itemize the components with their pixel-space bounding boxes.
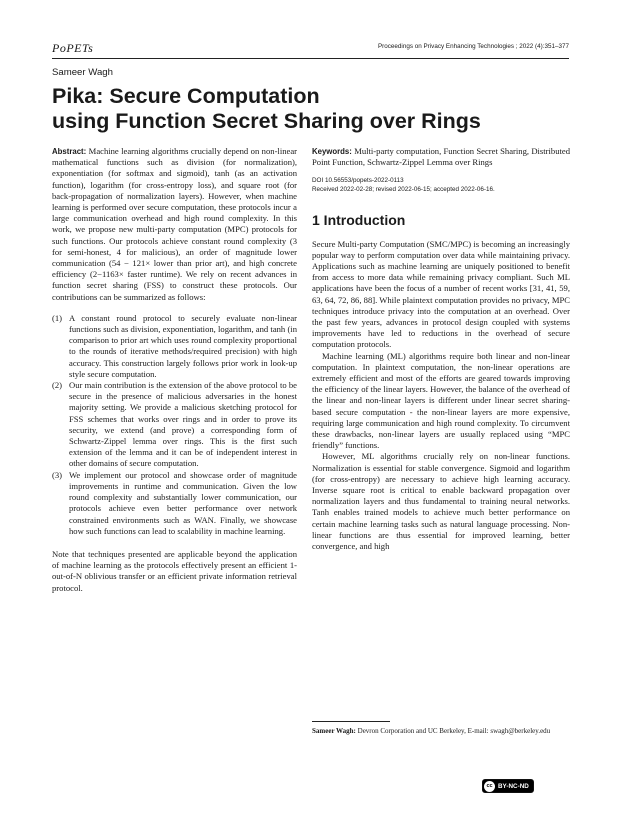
contribution-item: [52, 470, 297, 537]
contribution-number: (3): [52, 469, 63, 480]
title-line-1: Pika: Secure Computation: [52, 84, 320, 108]
keywords-label: Keywords:: [312, 147, 352, 156]
author-footnote: [312, 726, 570, 736]
header-rule: [52, 58, 569, 59]
contribution-text: Our main contribution is the extension of the above protocol to be secure in the presence of malicious adversaries in the honest majority setting. We provide a malicious sketching protocol for FSS schemes that works over rings and in order to prove its security, we extend (and prove) a corresponding form of Schwartz-Zippel lemma over rings. This is the first such extension of the lemma and it can be of independent interest in other domains of secure computation.: [69, 380, 297, 469]
applicability-note: Note that techniques presented are applicable beyond the application of machine learning as the protocols effectively present an efficient 1-out-of-N oblivious transfer or an efficient private information retrieval protocol.: [52, 548, 297, 593]
contribution-item: [52, 380, 297, 470]
doi: DOI 10.56553/popets-2022-0113: [312, 177, 404, 185]
journal-name: PoPETs: [52, 41, 94, 55]
abstract-text: Machine learning algorithms crucially depend on non-linear mathematical functions such as division (for normalization), exponentiation (for softmax and sigmoid), tanh (as an activation function), logarithm (for cross-entropy loss), and square root (for back-propagation of normalization layers). However, when machine learning is performed over secure computation, these protocols incur a large communication overhead and high round complexity. In this work, we propose new multi-party computation (MPC) protocols for such functions. Our protocols achieve constant round complexity (3 for semi-honest, 4 for malicious), an order of magnitude lower communication (54 − 121× lower than prior art), and high concrete efficiency (2−1163× faster runtime). We rely on recent advances in function secret sharing (FSS) to construct these protocols. Our contributions can be summarized as follows:: [52, 146, 297, 302]
intro-paragraph-3: However, ML algorithms crucially rely on non-linear functions. Normalization is essential for stable convergence. Sigmoid and logarithm (for cross-entropy) are necessary to achieve high learning accuracy. Inverse square root is critical to enable backward propagation over normalization layers and thus fundamental to training neural networks. Tanh enables trained models to achieve much better performance on certain machine learning tasks such as natural language processing. Non-linear functions are thus essential for improved learning, better convergence, and high: [312, 451, 570, 552]
contribution-item: [52, 313, 297, 380]
contribution-number: (2): [52, 380, 63, 391]
left-column: [52, 146, 297, 594]
license-label: BY-NC-ND: [498, 782, 529, 790]
contribution-text: We implement our protocol and showcase order of magnitude improvements in runtime and communication. Given the low round complexity and substantially lower communication, our protocols achieve even better performance over network constrained environments such as WAN. Finally, we showcase how such functions can lead to scalability in machine learning.: [69, 469, 297, 536]
intro-paragraph-2: Machine learning (ML) algorithms require both linear and non-linear computation. In plaintext computation, the non-linear operations are extremely efficient and most of the efforts are geared towards improving the efficiency of the linear layers. However, the balance of the overhead of the linear and non-linear layers is different under linear secret sharing-based secure computation - the non-linear layers are more expensive, requiring large communication and high round complexity. To circumvent these drawbacks, non-linear layers are usually replaced using “MPC friendly” functions.: [312, 350, 570, 451]
publication-meta: [312, 176, 570, 194]
intro-paragraph-1: Secure Multi-party Computation (SMC/MPC) is becoming an increasingly popular way to perform computation over data while maintaining privacy. Applications such as machine learning are uniquely positioned to benefit from access to more data while remaining privacy compliant. Such ML applications have been the focus of a number of recent works [31, 41, 59, 63, 64, 72, 86, 88]. While plaintext computation provides no privacy, MPC techniques introduce privacy into the computation at an overhead. Over the past few years, advances in protocol design coupled with systems improvements have led to reductions in the overhead of secure computation protocols.: [312, 238, 570, 350]
creative-commons-icon: cc: [484, 781, 495, 792]
contribution-list: [52, 313, 297, 537]
cc-license-badge[interactable]: [482, 779, 534, 793]
keywords: [312, 146, 570, 168]
section-heading-introduction: 1 Introduction: [312, 212, 406, 229]
received-dates: Received 2022-02-28; revised 2022-06-15; accepted 2022-06-16.: [312, 186, 495, 194]
contribution-number: (1): [52, 312, 63, 323]
paper-title: [52, 84, 572, 134]
proceedings-citation: Proceedings on Privacy Enhancing Technologies ; 2022 (4):351–377: [377, 43, 569, 50]
abstract-label: Abstract:: [52, 147, 87, 156]
keywords-text: Multi-party computation, Function Secret Sharing, Distributed Point Function, Schwartz-Zippel Lemma over Rings: [312, 146, 570, 168]
title-line-2: using Function Secret Sharing over Rings: [52, 109, 481, 133]
right-column: [312, 146, 570, 552]
footnote-rule: [312, 721, 390, 722]
abstract: [52, 146, 297, 303]
footnote-affiliation: Devron Corporation and UC Berkeley, E-mail: swagh@berkeley.edu: [357, 727, 551, 735]
footnote-author: Sameer Wagh:: [312, 727, 356, 735]
author-name: Sameer Wagh: [52, 67, 113, 78]
contribution-text: A constant round protocol to securely evaluate non-linear functions such as division, exponentiation, logarithm, and tanh (in comparison to prior art which uses round complexity proportional to the rounds of iterative methods/required precision) with high accuracy. This construction largely follows prior work in look-up style secure computation.: [69, 312, 297, 379]
